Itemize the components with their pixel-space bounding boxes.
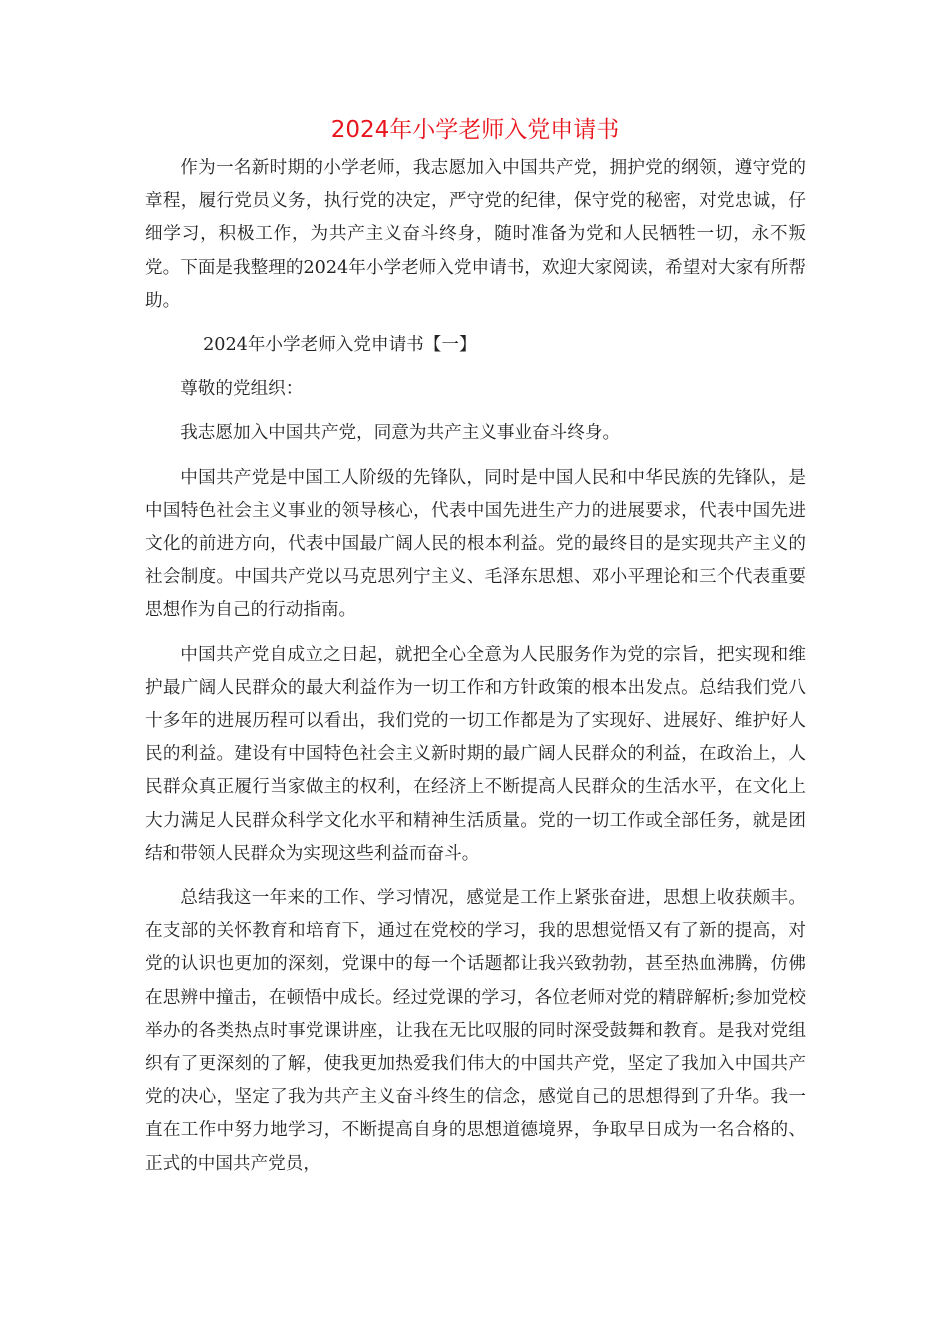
body-paragraph: 我志愿加入中国共产党，同意为共产主义事业奋斗终身。	[180, 423, 621, 444]
intro-paragraph: 作为一名新时期的小学老师，我志愿加入中国共产党，拥护党的纲领，遵守党的章程，履行党员义务，执行党的决定，严守党的纪律，保守党的秘密，对党忠诚，仔细学习，积极工作，为共产主义奋斗终身，随时准备为党和人民牺牲一切，永不叛党。下面是我整理的2024年小学老师入党申请书，欢迎大家阅读，希望对大家有所帮助。	[145, 158, 806, 311]
salutation: 尊敬的党组织：	[180, 379, 304, 400]
document-body	[145, 152, 806, 1181]
document-title: 2024年小学老师入党申请书	[330, 117, 620, 143]
body-paragraph: 中国共产党自成立之日起，就把全心全意为人民服务作为党的宗旨，把实现和维护最广阔人民群众的最大利益作为一切工作和方针政策的根本出发点。总结我们党八十多年的进展历程可以看出，我们党的一切工作都是为了实现好、进展好、维护好人民的利益。建设有中国特色社会主义新时期的最广阔人民群众的利益，在政治上，人民群众真正履行当家做主的权利，在经济上不断提高人民群众的生活水平，在文化上大力满足人民群众科学文化水平和精神生活质量。党的一切工作或全部任务，就是团结和带领人民群众为实现这些利益而奋斗。	[145, 644, 806, 864]
body-paragraph: 中国共产党是中国工人阶级的先锋队，同时是中国人民和中华民族的先锋队，是中国特色社会主义事业的领导核心，代表中国先进生产力的进展要求，代表中国先进文化的前进方向，代表中国最广阔人民的根本利益。党的最终目的是实现共产主义的社会制度。中国共产党以马克思列宁主义、毛泽东思想、邓小平理论和三个代表重要思想作为自己的行动指南。	[145, 467, 806, 621]
section-heading: 2024年小学老师入党申请书【一】	[203, 335, 477, 356]
body-paragraph: 总结我这一年来的工作、学习情况，感觉是工作上紧张奋进，思想上收获颇丰。在支部的关怀教育和培育下，通过在党校的学习，我的思想觉悟又有了新的提高，对党的认识也更加的深刻，党课中的每一个话题都让我兴致勃勃，甚至热血沸腾，仿佛在思辨中撞击，在顿悟中成长。经过党课的学习，各位老师对党的精辟解析;参加党校举办的各类热点时事党课讲座，让我在无比叹服的同时深受鼓舞和教育。是我对党组织有了更深刻的了解，使我更加热爱我们伟大的中国共产党，坚定了我加入中国共产党的决心，坚定了我为共产主义奋斗终生的信念，感觉自己的思想得到了升华。我一直在工作中努力地学习，不断提高自身的思想道德境界，争取早日成为一名合格的、正式的中国共产党员，	[145, 888, 806, 1174]
